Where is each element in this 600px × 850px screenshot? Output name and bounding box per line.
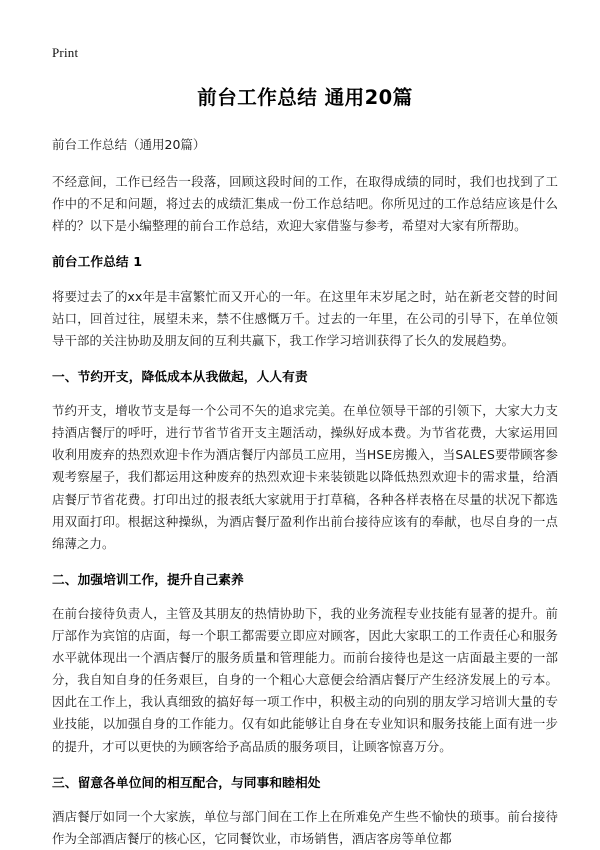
entry-intro-paragraph: 将要过去了的xx年是丰富繁忙而又开心的一年。在这里年末岁尾之时，站在新老交替的时间站口，回首过往，展望未来，禁不住感慨万千。过去的一年里，在公司的引导下，在单位领导干部的关注协助及朋友间的互利共赢下，我工作学习培训获得了长久的发展趋势。	[52, 288, 558, 348]
document-subtitle: 前台工作总结（通用20篇）	[52, 137, 206, 153]
section-heading-3: 三、留意各单位间的相互配合，与同事和睦相处	[52, 774, 321, 790]
print-button[interactable]: Print	[52, 45, 79, 60]
section-paragraph-2: 在前台接待负责人，主管及其朋友的热情协助下，我的业务流程专业技能有显著的提升。前厅部作为宾馆的店面，每一个职工都需要立即应对顾客，因此大家职工的工作责任心和服务水平就体现出一个酒店餐厅的服务质量和管理能力。而前台接待也是这一店面最主要的一部分，我自知自身的任务艰巨，自身的一个粗心大意便会给酒店餐厅产生经济发展上的亏本。因此在工作上，我认真细致的搞好每一项工作中，积极主动的向别的朋友学习培训大量的专业技能，以加强自身的工作能力。仅有如此能够让自身在专业知识和服务技能上面有进一步的提升，才可以更快的为顾客给予高品质的服务项目，让顾客惊喜万分。	[52, 606, 558, 754]
section-paragraph-3: 酒店餐厅如同一个大家族，单位与部门间在工作上在所难免产生些不愉快的琐事。前台接待作为全部酒店餐厅的核心区，它同餐饮业，市场销售，酒店客房等单位都	[52, 808, 558, 846]
intro-paragraph: 不经意间，工作已经告一段落，回顾这段时间的工作，在取得成绩的同时，我们也找到了工作中的不足和问题，将过去的成绩汇集成一份工作总结吧。你所见过的工作总结应该是什么样的？以下是小编整理的前台工作总结，欢迎大家借鉴与参考，希望对大家有所帮助。	[52, 174, 558, 234]
page-title: 前台工作总结 通用20篇	[197, 86, 413, 109]
section-paragraph-1: 节约开支，增收节支是每一个公司不矢的追求完美。在单位领导干部的引领下，大家大力支持酒店餐厅的呼吁，进行节省节省开支主题活动，操纵好成本费。为节省花费，大家运用回收利用废弃的热烈欢迎卡作为酒店餐厅内部员工应用，当HSE房搬入，当SALES要带顾客参观考察屋子，我们都运用这种废弃的热烈欢迎卡来装锁匙以降低热烈欢迎卡的需求量，给酒店餐厅节省花费。打印出过的报表纸大家就用于打草稿，各种各样表格在尽量的状况下都选用双面打印。根据这种操纵，为酒店餐厅盈利作出前台接待应该有的奉献，也尽自身的一点绵薄之力。	[52, 403, 558, 551]
section-heading-1: 一、节约开支，降低成本从我做起，人人有责	[52, 368, 308, 384]
entry-heading: 前台工作总结 1	[52, 254, 143, 270]
section-heading-2: 二、加强培训工作，提升自己素养	[52, 571, 244, 587]
